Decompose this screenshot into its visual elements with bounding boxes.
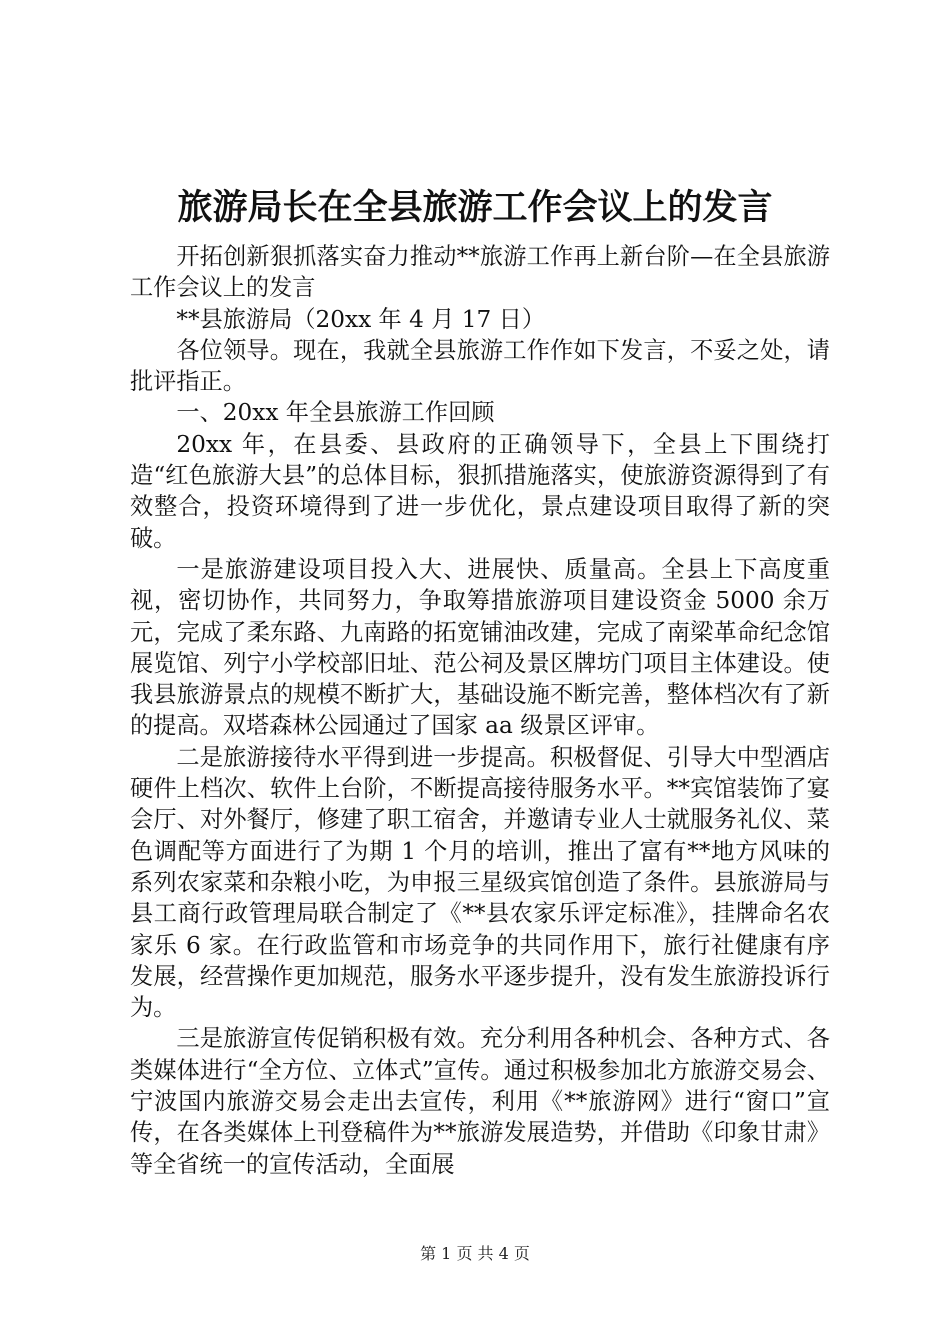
page-number: 第 1 页: [420, 1244, 473, 1263]
section-heading: 一、20xx 年全县旅游工作回顾: [176, 399, 495, 427]
body-paragraph: 二是旅游接待水平得到进一步提高。积极督促、引导大中型酒店硬件上档次、软件上台阶，不断提高接待服务水平。**宾馆装饰了宴会厅、对外餐厅，修建了职工宿舍，并邀请专业人士就服务礼仪、菜色调配等方面进行了为期 1 个月的培训，推出了富有**地方风味的系列农家菜和杂粮小吃，为申报三星级宾馆创造了条件。县旅游局与县工商行政管理局联合制定了《**县农家乐评定标准》，挂牌命名农家乐 6 家。在行政监管和市场竞争的共同作用下，旅行社健康有序发展，经营操作更加规范，服务水平逐步提升，没有发生旅游投诉行为。: [130, 743, 830, 1022]
page-total: 共 4 页: [477, 1244, 530, 1263]
body-paragraph: 一是旅游建设项目投入大、进展快、质量高。全县上下高度重视，密切协作，共同努力，争取筹措旅游项目建设资金 5000 余万元，完成了柔东路、九南路的拓宽铺油改建，完成了南梁革命纪念馆展览馆、列宁小学校部旧址、范公祠及景区牌坊门项目主体建设。使我县旅游景点的规模不断扩大，基础设施不断完善，整体档次有了新的提高。双塔森林公园通过了国家 aa 级景区评审。: [130, 555, 830, 740]
document-title: 旅游局长在全县旅游工作会议上的发言: [177, 187, 773, 228]
subtitle-paragraph: 开拓创新狠抓落实奋力推动**旅游工作再上新台阶—在全县旅游工作会议上的发言: [130, 243, 830, 302]
body-paragraph: 20xx 年，在县委、县政府的正确领导下，全县上下围绕打造“红色旅游大县”的总体目标，狠抓措施落实，使旅游资源得到了有效整合，投资环境得到了进一步优化，景点建设项目取得了新的突破。: [130, 430, 830, 552]
body-paragraph: 三是旅游宣传促销积极有效。充分利用各种机会、各种方式、各类媒体进行“全方位、立体式”宣传。通过积极参加北方旅游交易会、宁波国内旅游交易会走出去宣传，利用《**旅游网》进行“窗口”宣传，在各类媒体上刊登稿件为**旅游发展造势，并借助《印象甘肃》等全省统一的宣传活动，全面展: [130, 1025, 830, 1178]
page-footer: [0, 1244, 950, 1264]
document-body: [130, 241, 830, 1180]
salutation-paragraph: 各位领导。现在，我就全县旅游工作作如下发言，不妥之处，请批评指正。: [130, 336, 830, 396]
issuer-line: **县旅游局（20xx 年 4 月 17 日）: [176, 305, 546, 333]
